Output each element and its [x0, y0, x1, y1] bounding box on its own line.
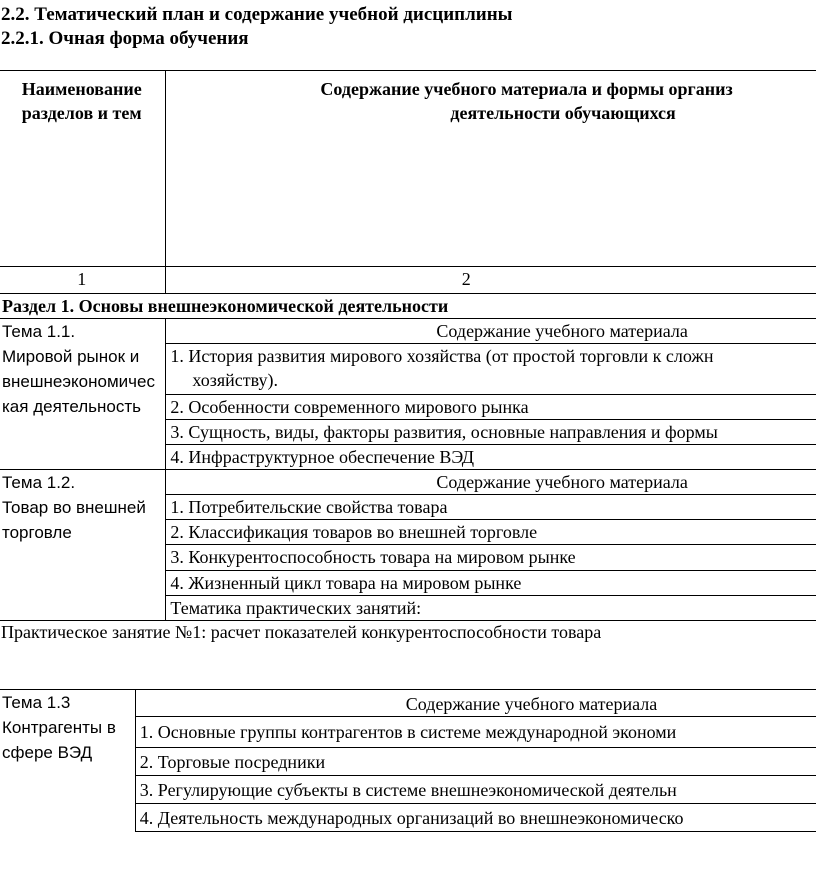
list-item: [166, 420, 816, 445]
list-item: [166, 344, 816, 395]
item-text: Конкурентоспособность товара на мировом рынке: [188, 547, 576, 567]
item-number: 1.: [139, 722, 154, 742]
item-text: Особенности современного мирового рынка: [188, 397, 529, 417]
header-col1: [0, 71, 166, 267]
item-text-continued: хозяйству).: [192, 370, 278, 390]
practice-label: Тематика практических занятий:: [166, 596, 816, 621]
list-item: [166, 445, 816, 470]
list-item: [166, 571, 816, 596]
item-text: Основные группы контрагентов в системе международной экономи: [157, 722, 677, 742]
topic-title-line: кая деятельность: [2, 397, 142, 416]
topic-title-line: сфере ВЭД: [2, 743, 93, 762]
section-row: Раздел 1. Основы внешнеэкономической деятельности: [0, 294, 816, 319]
col-number-1: 1: [0, 267, 166, 294]
col-number-2: [166, 267, 816, 294]
header-col2: [166, 71, 816, 267]
topic-1-3-title: [0, 690, 135, 832]
item-text: Сущность, виды, факторы развития, основные направления и формы: [188, 422, 718, 442]
item-number: 2.: [170, 397, 184, 417]
content-label: Содержание учебного материала: [166, 470, 816, 495]
item-number: 4.: [139, 808, 154, 828]
item-number: 3.: [139, 780, 154, 800]
list-item: [166, 520, 816, 545]
item-number: 1.: [170, 346, 184, 366]
item-text: Деятельность международных организаций во внешнеэкономическо: [157, 808, 684, 828]
item-text: Торговые посредники: [157, 752, 326, 772]
content-label: Содержание учебного материала: [166, 319, 816, 344]
item-number: 4.: [170, 573, 184, 593]
practice-line: Практическое занятие №1: расчет показателей конкурентоспособности товара: [1, 622, 602, 642]
item-number: 2.: [139, 752, 154, 772]
topic-title-line: Тема 1.3: [2, 693, 71, 712]
list-item: [135, 804, 816, 832]
topic-title-line: Контрагенты в: [2, 718, 116, 737]
content-label: Содержание учебного материала: [135, 690, 816, 717]
item-text: Потребительские свойства товара: [188, 497, 448, 517]
item-number: 4.: [170, 447, 184, 467]
item-text: Жизненный цикл товара на мировом рынке: [188, 573, 522, 593]
list-item: [135, 717, 816, 748]
col-number-2-text: 2: [461, 269, 471, 289]
topic-title-line: внешнеэкономичес: [2, 372, 155, 391]
topic-1-1-title: [0, 319, 166, 470]
list-item: [135, 776, 816, 804]
header-col2-line: деятельности обучающихся: [450, 103, 676, 123]
section-heading: 2.2. Тематический план и содержание учебной дисциплины: [1, 4, 513, 25]
topic-1-2-title: [0, 470, 166, 621]
header-col2-line: Содержание учебного материала и формы организ: [320, 79, 733, 99]
topic-title-line: Тема 1.2.: [2, 473, 76, 492]
item-text: Инфраструктурное обеспечение ВЭД: [188, 447, 474, 467]
subsection-heading: 2.2.1. Очная форма обучения: [1, 28, 249, 49]
item-number: 1.: [170, 497, 184, 517]
plan-table-topic-1-3: [0, 689, 816, 832]
topic-title-line: Товар во внешней: [2, 498, 146, 517]
list-item: [135, 748, 816, 776]
item-number: 2.: [170, 522, 184, 542]
topic-title-line: Тема 1.1.: [2, 322, 76, 341]
topic-title-line: Мировой рынок и: [2, 347, 140, 366]
item-text: Классификация товаров во внешней торговле: [188, 522, 538, 542]
list-item: [166, 495, 816, 520]
topic-title-line: торговле: [2, 523, 72, 542]
item-text: Регулирующие субъекты в системе внешнеэкономической деятельн: [157, 780, 677, 800]
plan-table-header: [0, 70, 816, 621]
header-col1-line: Наименование: [21, 79, 142, 99]
list-item: [166, 545, 816, 571]
item-text: История развития мирового хозяйства (от простой торговли к сложн: [188, 346, 714, 366]
list-item: [166, 395, 816, 420]
item-number: 3.: [170, 422, 184, 442]
header-col1-line: разделов и тем: [21, 103, 142, 123]
item-number: 3.: [170, 547, 184, 567]
